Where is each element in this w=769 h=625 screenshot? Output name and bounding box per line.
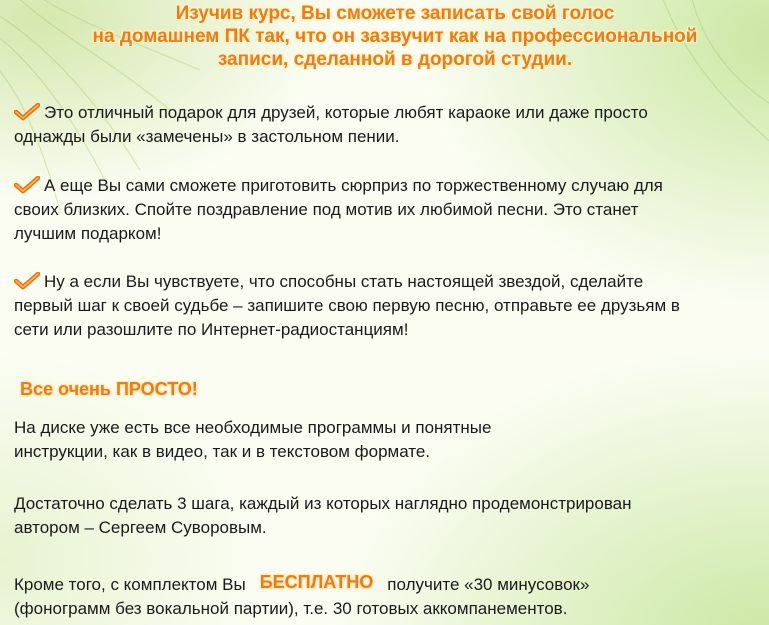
checkmark-icon	[14, 176, 40, 194]
paragraph-bonus	[14, 572, 764, 621]
bullet-star-line-3: сети или разошлите по Интернет-радиостанциям!	[14, 320, 409, 339]
paragraph-disk-line-1: На диске уже есть все необходимые программы и понятные	[14, 418, 492, 437]
headline-line-2: на домашнем ПК так, что он зазвучит как на профессиональной	[92, 26, 698, 47]
checkmark-icon	[14, 272, 40, 290]
headline-line-1: Изучив курс, Вы сможете записать свой голос	[175, 3, 615, 24]
bullet-gift-line-2: однажды были «замечены» в застольном пении.	[14, 127, 400, 146]
subheading: Все очень ПРОСТО!	[20, 379, 198, 399]
paragraph-bonus-after: получите «30 минусовок»	[387, 575, 590, 594]
headline-line-3: записи, сделанной в дорогой студии.	[217, 49, 573, 70]
bullet-star	[14, 270, 764, 342]
paragraph-disk-line-2: инструкции, как в видео, так и в текстовом формате.	[14, 442, 431, 461]
paragraph-steps	[14, 492, 764, 540]
bullet-gift	[14, 101, 764, 149]
bullet-surprise-line-3: лучшим подарком!	[14, 224, 162, 243]
bullet-surprise-line-1: А еще Вы сами сможете приготовить сюрприз по торжественному случаю для	[44, 176, 663, 195]
bullet-star-line-2: первый шаг к своей судьбе – запишите свою первую песню, отправьте ее друзьям в	[14, 296, 680, 315]
free-highlight: БЕСПЛАТНО	[259, 572, 374, 592]
bullet-star-line-1: Ну а если Вы чувствуете, что способны стать настоящей звездой, сделайте	[44, 272, 644, 291]
headline	[60, 2, 730, 71]
paragraph-bonus-before: Кроме того, с комплектом Вы	[14, 575, 246, 594]
paragraph-bonus-line-2: (фонограмм без вокальной партии), т.е. 30 готовых аккомпанементов.	[14, 599, 568, 618]
bullet-surprise-line-2: своих близких. Спойте поздравление под мотив их любимой песни. Это станет	[14, 200, 639, 219]
checkmark-icon	[14, 103, 40, 121]
bullet-gift-line-1: Это отличный подарок для друзей, которые любят караоке или даже просто	[44, 103, 648, 122]
paragraph-steps-line-2: автором – Сергеем Суворовым.	[14, 518, 267, 537]
paragraph-steps-line-1: Достаточно сделать 3 шага, каждый из которых наглядно продемонстрирован	[14, 494, 632, 513]
paragraph-disk	[14, 416, 764, 464]
bullet-surprise	[14, 174, 764, 246]
